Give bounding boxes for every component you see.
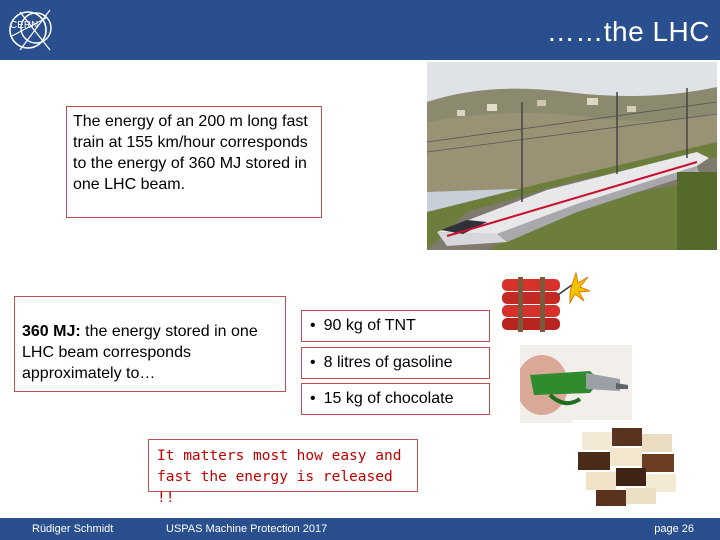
- train-energy-textbox: [66, 106, 322, 218]
- bullet-chocolate-label: 15 kg of chocolate: [323, 390, 454, 407]
- release-note-text: It matters most how easy and fast the energy is released !!: [157, 448, 402, 506]
- svg-text:CERN: CERN: [10, 20, 39, 31]
- bullet-dot: •: [310, 354, 316, 371]
- chocolate-image: [572, 420, 690, 512]
- footer-author: Rüdiger Schmidt: [32, 523, 114, 535]
- train-photo: [427, 62, 717, 250]
- beam-energy-textbox: [14, 296, 286, 392]
- footer-event: USPAS Machine Protection 2017: [166, 523, 328, 535]
- bullet-dot: •: [310, 390, 316, 407]
- beam-energy-bold: 360 MJ:: [22, 323, 81, 340]
- bullet-chocolate: [301, 383, 490, 415]
- dynamite-image: [500, 265, 590, 335]
- header-bar: [0, 0, 720, 60]
- bullet-tnt: [301, 310, 490, 342]
- bullet-gasoline-label: 8 litres of gasoline: [323, 354, 453, 371]
- release-note-box: [148, 439, 418, 506]
- slide-title: ……the LHC: [546, 16, 710, 47]
- footer-page-number: page 26: [654, 523, 694, 535]
- beam-energy-text: the energy stored in one LHC beam corresponds approximately to…: [22, 323, 258, 382]
- bullet-dot: •: [310, 317, 316, 334]
- bullet-gasoline: [301, 347, 490, 379]
- footer-bar: [0, 518, 720, 540]
- cern-logo: [6, 6, 56, 56]
- bullet-tnt-label: 90 kg of TNT: [323, 317, 416, 334]
- gasoline-nozzle-image: [520, 345, 632, 423]
- train-energy-text: The energy of an 200 m long fast train at 155 km/hour corresponds to the energy of 360 MJ stored in one LHC beam.: [73, 113, 308, 193]
